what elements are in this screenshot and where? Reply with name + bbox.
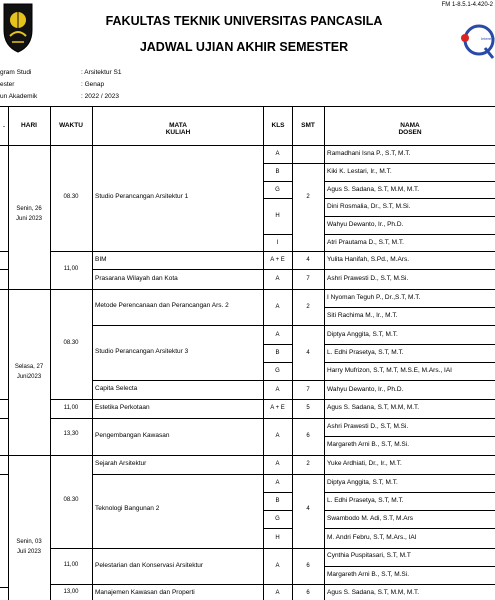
semester-cell: 7 <box>306 276 310 282</box>
semester-cell: 4 <box>306 257 310 263</box>
lecturer-cell: Yuke Ardhiati, Dr., Ir., M.T. <box>327 460 402 467</box>
class-cell: A <box>275 151 280 157</box>
semester-cell: 6 <box>306 590 310 596</box>
semester-cell: 2 <box>306 461 310 467</box>
semester-cell: 2 <box>306 304 310 310</box>
class-cell: G <box>275 187 280 193</box>
class-cell: A + E <box>270 257 285 263</box>
university-logo <box>0 2 36 54</box>
semester-cell: 7 <box>306 387 310 393</box>
time-cell: 13,30 <box>63 431 79 437</box>
class-cell: A <box>275 461 280 467</box>
lecturer-cell: Diptya Anggita, S.T, M.T. <box>327 479 398 486</box>
lecturer-cell: Harry Mufrizon, S.T, M.T, M.S.E, M.Ars., IAI <box>327 367 452 374</box>
course-cell: Prasarana Wilayah dan Kota <box>95 275 178 282</box>
semester-cell: 6 <box>306 563 310 569</box>
lecturer-cell: Wahyu Dewanto, Ir., Ph.D. <box>327 221 404 228</box>
time-cell: 08.30 <box>63 194 79 200</box>
class-cell: A <box>275 480 280 486</box>
semester-cell: 4 <box>306 506 310 512</box>
course-cell: BIM <box>95 256 107 263</box>
semester-cell: 5 <box>306 405 310 411</box>
class-cell: B <box>275 169 280 175</box>
class-cell: A <box>275 387 280 393</box>
lecturer-cell: Swambodo M. Adi, S.T, M.Ars <box>327 515 413 522</box>
lecturer-cell: Yulita Hanifah, S.Pd., M.Ars. <box>327 256 410 263</box>
semester-cell: 2 <box>306 194 310 200</box>
course-cell: Metode Perencanaan dan Perancangan Ars. 2 <box>95 302 229 309</box>
year-label: un Akademik <box>0 93 38 100</box>
lecturer-cell: Wahyu Dewanto, Ir., Ph.D. <box>327 386 404 393</box>
lecturer-cell: Dini Rosmalia, Dr., S.T, M.Si. <box>327 203 411 210</box>
class-cell: B <box>275 498 280 504</box>
day-cell: Juni2023 <box>16 374 42 380</box>
lecturer-cell: I Nyoman Teguh P., Dr.,S.T, M.T. <box>327 294 421 301</box>
class-cell: A <box>275 563 280 569</box>
course-cell: Capita Selecta <box>95 385 138 392</box>
lecturer-cell: Margareth Arni B., S.T, M.Si. <box>327 571 409 578</box>
program-label: gram Studi <box>0 69 32 76</box>
semester-value: : Genap <box>81 81 105 88</box>
time-cell: 11,00 <box>63 266 79 272</box>
day-cell: Juli 2023 <box>16 549 42 555</box>
time-cell: 08.30 <box>63 497 79 503</box>
class-cell: A <box>275 276 280 282</box>
form-code: FM 1-8.5.1-4.420-2 <box>441 2 493 8</box>
lecturer-cell: Ashri Prawesti D., S.T, M.Si. <box>327 275 409 282</box>
day-cell: Selasa, 27 <box>14 364 44 370</box>
lecturer-cell: Kiki K. Lestari, Ir., M.T. <box>327 168 392 175</box>
class-cell: A <box>275 433 280 439</box>
page-subtitle: JADWAL UJIAN AKHIR SEMESTER <box>139 40 349 54</box>
time-cell: 11,00 <box>63 562 79 568</box>
lecturer-cell: Diptya Anggita, S.T, M.T. <box>327 331 398 338</box>
time-cell: 11,00 <box>63 405 79 411</box>
course-cell: Pelestarian dan Konservasi Arsitektur <box>95 562 204 569</box>
class-cell: I <box>276 240 279 246</box>
course-cell: Studio Perancangan Arsitektur 1 <box>95 193 189 200</box>
course-cell: Teknologi Bangunan 2 <box>95 505 160 512</box>
semester-cell: 6 <box>306 433 310 439</box>
class-cell: A <box>275 590 280 596</box>
lecturer-cell: Agus S. Sadana, S.T, M.M, M.T. <box>327 589 420 596</box>
course-cell: Pengembangan Kawasan <box>95 432 170 439</box>
class-cell: A + E <box>270 405 285 411</box>
lecturer-cell: Margareth Arni B., S.T, M.Si. <box>327 441 409 448</box>
lecturer-cell: L. Edhi Prasetya, S.T, M.T. <box>327 349 404 356</box>
course-cell: Manajemen Kawasan dan Properti <box>95 589 195 596</box>
class-cell: G <box>275 516 280 522</box>
lecturer-cell: Cynthia Puspitasari, S.T, M.T <box>327 552 411 559</box>
day-cell: Juni 2023 <box>15 216 43 222</box>
day-cell: Senin, 26 <box>16 206 42 212</box>
year-value: : 2022 / 2023 <box>81 93 119 100</box>
lecturer-cell: Ramadhani Isna P., S.T, M.T. <box>327 150 411 157</box>
time-cell: 13,00 <box>63 589 79 595</box>
quality-logo <box>459 22 495 62</box>
course-cell: Sejarah Arsitektur <box>95 460 147 467</box>
time-cell: 08.30 <box>63 340 79 346</box>
class-cell: H <box>275 213 280 219</box>
lecturer-cell: M. Andri Febru, S.T, M.Ars., IAI <box>327 534 417 541</box>
quality-logo-text: Interegr <box>481 36 495 41</box>
semester-cell: 4 <box>306 350 310 356</box>
lecturer-cell: Siti Rachima M., Ir., M.T. <box>327 312 398 319</box>
semester-label: ester <box>0 81 15 88</box>
course-cell: Estetika Perkotaan <box>95 404 150 411</box>
lecturer-cell: Atri Prautama D., S.T, M.T. <box>327 239 404 246</box>
lecturer-cell: L. Edhi Prasetya, S.T, M.T. <box>327 497 404 504</box>
class-cell: B <box>275 350 280 356</box>
lecturer-cell: Agus S. Sadana, S.T, M.M, M.T. <box>327 186 420 193</box>
class-cell: H <box>275 535 280 541</box>
course-cell: Studio Perancangan Arsitektur 3 <box>95 348 189 355</box>
lecturer-cell: Ashri Prawesti D., S.T, M.Si. <box>327 423 409 430</box>
class-cell: A <box>275 332 280 338</box>
page-title: FAKULTAS TEKNIK UNIVERSITAS PANCASILA <box>105 14 383 28</box>
class-cell: A <box>275 304 280 310</box>
lecturer-cell: Agus S. Sadana, S.T, M.M, M.T. <box>327 404 420 411</box>
class-cell: G <box>275 368 280 374</box>
day-cell: Senin, 03 <box>16 539 42 545</box>
program-value: : Arsitektur S1 <box>81 69 122 76</box>
